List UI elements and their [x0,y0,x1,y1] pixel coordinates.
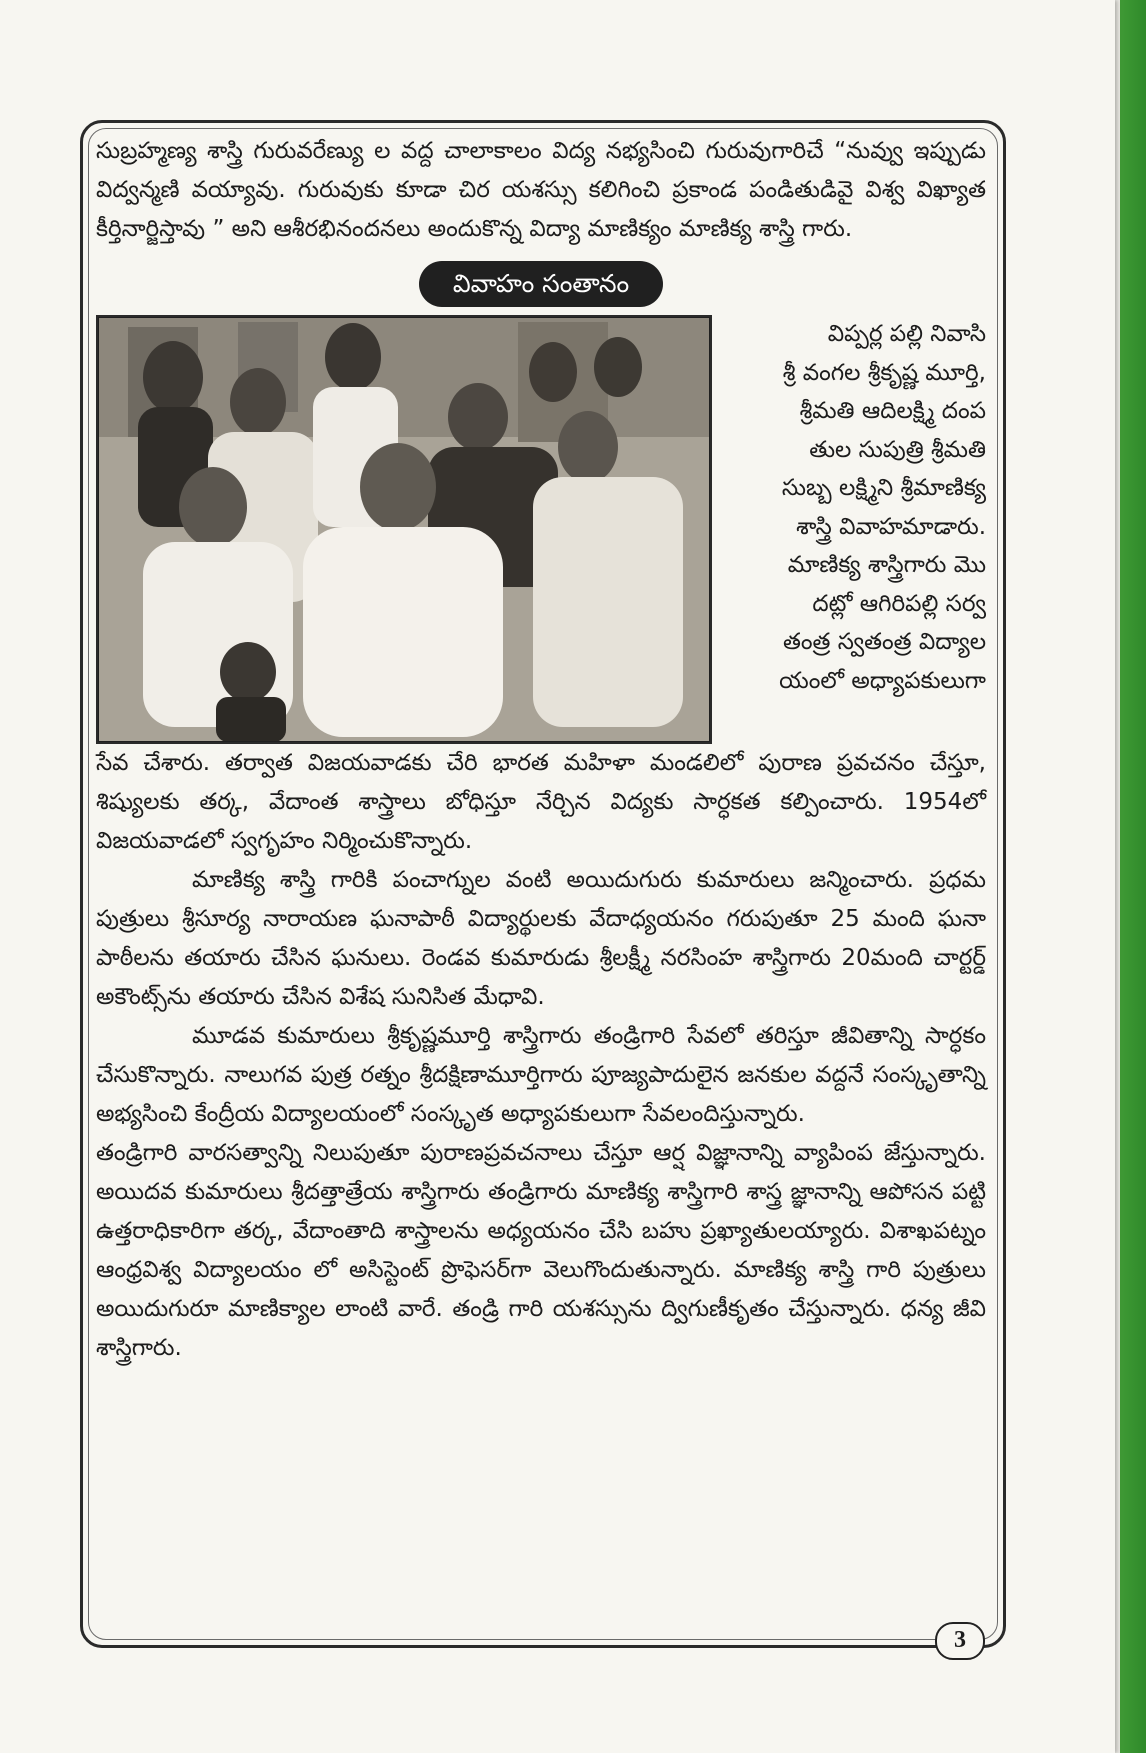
side-line: మాణిక్య శాస్త్రిగారు మొ [787,552,986,578]
section-title-wrap [96,261,986,307]
side-line: తుల సుపుత్రి శ్రీమతి [809,436,986,463]
side-line: శాస్త్రి వివాహమాడారు. [796,513,986,540]
photo-row [96,315,986,744]
side-line: సుబ్బ లక్ష్మిని శ్రీమాణిక్య [781,475,986,501]
side-line: తంత్ర స్వతంత్ర విద్యాల [782,629,986,655]
side-text [722,315,986,744]
side-line: శ్రీమతి ఆదిలక్ష్మి దంప [799,398,986,424]
family-photo [96,315,712,744]
sons-paragraph-1: మాణిక్య శాస్త్రి గారికి పంచాగ్నుల వంటి అయిదుగురు కుమారులు జన్మించారు. ప్రధమ పుత్రులు శ్రీసూర్య నారాయణ ఘనాపాఠీ విద్యార్థులకు వేదాధ్యయనం గరుపుతూ 25 మంది ఘనా పాఠీలను తయారు చేసిన ఘనులు. రెండవ కుమారుడు శ్రీలక్ష్మీ నరసింహ శాస్త్రిగారు 20మంది చార్టర్డ్ అకౌంట్స్‌ను తయారు చేసిన విశేష సునిసిత మేధావి. [96,867,986,1010]
sons-paragraph-2: మూడవ కుమారులు శ్రీకృష్ణమూర్తి శాస్త్రిగారు తండ్రిగారి సేవలో తరిస్తూ జీవితాన్ని సార్ధకం చేసుకొన్నారు. నాలుగవ పుత్ర రత్నం శ్రీదక్షిణామూర్తిగారు పూజ్యపాదులైన జనకుల వద్దనే సంస్కృతాన్ని అభ్యసించి కేంద్రీయ విద్యాలయంలో సంస్కృత అధ్యాపకులుగా సేవలందిస్తున్నారు. [96,1023,986,1127]
section-title: వివాహం సంతానం [419,261,663,307]
continued-paragraph: సేవ చేశారు. తర్వాత విజయవాడకు చేరి భారత మహిళా మండలిలో పురాణ ప్రవచనం చేస్తూ, శిష్యులకు తర్క, వేదాంత శాస్త్రాలు బోధిస్తూ నేర్చిన విద్యకు సార్ధకత కల్పించారు. 1954లో విజయవాడలో స్వగృహం నిర్మించుకొన్నారు. [96,750,986,854]
family-photo-image [98,317,710,742]
page-number: 3 [935,1622,985,1660]
side-line: దట్లో ఆగిరిపల్లి సర్వ [812,590,986,617]
page-content [96,132,986,1368]
sons-paragraph-3: తండ్రిగారి వారసత్వాన్ని నిలుపుతూ పురాణప్రవచనాలు చేస్తూ ఆర్ష విజ్ఞానాన్ని వ్యాపింప జేస్తున్నారు. అయిదవ కుమారులు శ్రీదత్తాత్రేయ శాస్త్రిగారు తండ్రిగారు మాణిక్య శాస్త్రిగారి శాస్త్ర జ్ఞానాన్ని ఆపోసన పట్టి ఉత్తరాధికారిగా తర్క, వేదాంతాది శాస్త్రాలను అధ్యయనం చేసి బహు ప్రఖ్యాతులయ్యారు. విశాఖపట్నం ఆంధ్రవిశ్వ విద్యాలయం లో అసిస్టెంట్ ప్రొఫెసర్‌గా వెలుగొందుతున్నారు. మాణిక్య శాస్త్రి గారి పుత్రులు అయిదుగురూ మాణిక్యాల లాంటి వారే. తండ్రి గారి యశస్సును ద్విగుణీకృతం చేస్తున్నారు. ధన్య జీవి శాస్త్రిగారు. [96,1140,986,1361]
side-line: యంలో అధ్యాపకులుగా [779,667,986,694]
side-line: విప్పర్ల పల్లి నివాసి [827,321,986,347]
top-paragraph: సుబ్రహ్మణ్య శాస్త్రి గురువరేణ్యు ల వద్ద చాలాకాలం విద్య నభ్యసించి గురువుగారిచే “నువ్వు ఇప్పుడు విద్వన్మణి వయ్యావు. గురువుకు కూడా చిర యశస్సు కలిగించి ప్రకాండ పండితుడివై విశ్వ విఖ్యాత కీర్తినార్జిస్తావు ” అని ఆశీరభినందనలు అందుకొన్న విద్యా మాణిక్యం మాణిక్య శాస్త్రి గారు. [96,138,986,242]
side-line: శ్రీ వంగల శ్రీకృష్ణ మూర్తి, [782,359,986,386]
